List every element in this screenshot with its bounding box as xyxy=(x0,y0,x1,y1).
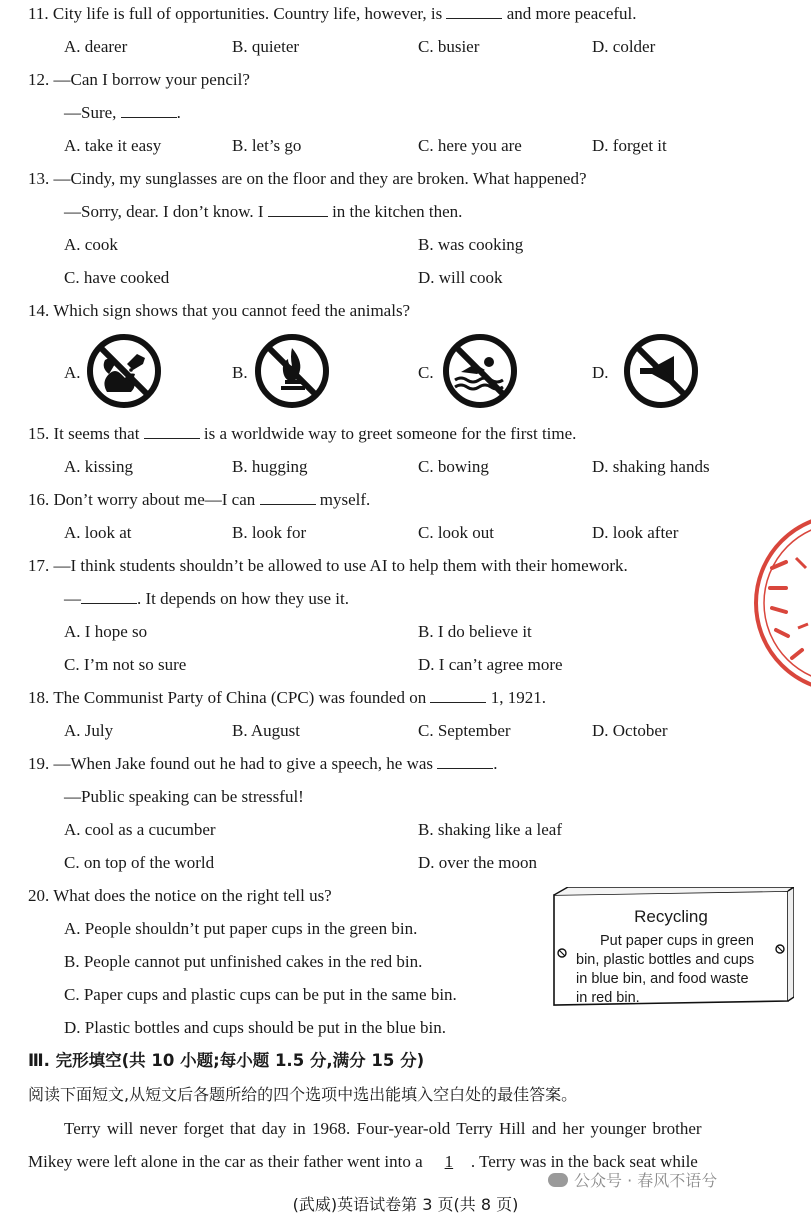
answer-blank xyxy=(260,489,316,505)
q15-option-d: D. shaking hands xyxy=(592,457,710,476)
q15-option-b: B. hugging xyxy=(232,457,308,476)
watermark xyxy=(548,1168,717,1191)
q19-option-a: A. cool as a cucumber xyxy=(64,820,216,839)
notice-body xyxy=(576,932,776,1008)
recycling-notice xyxy=(548,887,794,1011)
q15-stem-tail: is a worldwide way to greet someone for the first time. xyxy=(203,424,577,443)
q17-option-b: B. I do believe it xyxy=(418,622,532,641)
notice-line: in red bin. xyxy=(576,990,640,1006)
q13-option-a: A. cook xyxy=(64,235,118,254)
question-13-stem: 13. —Cindy, my sunglasses are on the floor and they are broken. What happened? xyxy=(28,169,587,188)
q12-option-a: A. take it easy xyxy=(64,136,162,155)
q13-option-d: D. will cook xyxy=(418,268,503,287)
question-20-stem: 20. What does the notice on the right tell us? xyxy=(28,886,332,905)
official-seal-stamp xyxy=(752,508,811,698)
q19-stem-tail: . xyxy=(493,754,498,773)
no-swimming-icon xyxy=(443,334,517,408)
notice-line: in blue bin, and food waste xyxy=(576,971,749,987)
q14-option-d: D. xyxy=(592,363,609,382)
q17-option-a: A. I hope so xyxy=(64,622,148,641)
q14-option-c: C. xyxy=(418,363,434,382)
q12-line2-text: —Sure, xyxy=(64,103,117,122)
passage-line-2-tail: . Terry was in the back seat while xyxy=(470,1152,698,1171)
q16-option-c: C. look out xyxy=(418,523,495,542)
no-feeding-animals-icon xyxy=(87,334,161,408)
q13-line2-head: —Sorry, dear. I don’t know. I xyxy=(64,202,264,221)
no-fire-icon xyxy=(255,334,329,408)
wechat-icon xyxy=(548,1173,568,1187)
q20-option-d: D. Plastic bottles and cups should be put in the blue bin. xyxy=(64,1018,446,1037)
question-17-stem: 17. —I think students shouldn’t be allowed to use AI to help them with their homework. xyxy=(28,556,628,575)
q16-option-a: A. look at xyxy=(64,523,132,542)
q13-line2 xyxy=(64,201,462,223)
q18-stem-tail: 1, 1921. xyxy=(490,688,546,707)
watermark-text: 公众号 · 春风不语兮 xyxy=(574,1171,718,1190)
answer-blank xyxy=(446,3,502,19)
q16-stem-text: 16. Don’t worry about me—I can xyxy=(28,490,256,509)
q14-option-b: B. xyxy=(232,363,248,382)
notice-title: Recycling xyxy=(634,907,708,926)
answer-blank xyxy=(81,588,137,604)
q13-option-c: C. have cooked xyxy=(64,268,170,287)
q11-option-b: B. quieter xyxy=(232,37,300,56)
answer-blank xyxy=(121,102,177,118)
question-18-stem xyxy=(28,687,546,709)
q17-line2 xyxy=(64,588,349,610)
q19-line2: —Public speaking can be stressful! xyxy=(64,787,304,806)
q11-stem-text: 11. City life is full of opportunities. Country life, however, is xyxy=(28,4,443,23)
q20-option-b: B. People cannot put unfinished cakes in the red bin. xyxy=(64,952,423,971)
question-12-stem: 12. —Can I borrow your pencil? xyxy=(28,70,250,89)
q15-option-a: A. kissing xyxy=(64,457,133,476)
q12-line2: —Sure, . xyxy=(64,103,181,122)
q19-option-d: D. over the moon xyxy=(418,853,537,872)
q18-option-a: A. July xyxy=(64,721,114,740)
question-19-stem xyxy=(28,753,498,775)
q11-option-a: A. dearer xyxy=(64,37,128,56)
notice-line: Put paper cups in green xyxy=(600,933,754,949)
q11-stem-tail: and more peaceful. xyxy=(506,4,637,23)
q18-option-c: C. September xyxy=(418,721,511,740)
q13-option-b: B. was cooking xyxy=(418,235,524,254)
cloze-blank-1: 1 xyxy=(444,1152,454,1171)
q17-option-d: D. I can’t agree more xyxy=(418,655,563,674)
q18-option-b: B. August xyxy=(232,721,301,740)
passage-line-1: Terry will never forget that day in 1968. Four-year-old Terry Hill and her younger brother xyxy=(64,1119,702,1138)
q18-option-d: D. October xyxy=(592,721,668,740)
passage-line-2-head: Mikey were left alone in the car as their father went into a xyxy=(28,1152,423,1171)
q16-stem-tail: myself. xyxy=(319,490,371,509)
q15-option-c: C. bowing xyxy=(418,457,489,476)
q17-line2-tail: . It depends on how they use it. xyxy=(137,589,349,608)
q17-line2-head: — xyxy=(64,589,81,608)
q20-option-c: C. Paper cups and plastic cups can be put in the same bin. xyxy=(64,985,457,1004)
q16-option-b: B. look for xyxy=(232,523,307,542)
q20-option-a: A. People shouldn’t put paper cups in the green bin. xyxy=(64,919,418,938)
q19-option-b: B. shaking like a leaf xyxy=(418,820,562,839)
notice-line: bin, plastic bottles and cups xyxy=(576,952,755,968)
q17-option-c: C. I’m not so sure xyxy=(64,655,187,674)
answer-blank xyxy=(144,423,200,439)
answer-blank xyxy=(430,687,486,703)
q12-option-c: C. here you are xyxy=(418,136,522,155)
answer-blank xyxy=(437,753,493,769)
q11-option-d: D. colder xyxy=(592,37,656,56)
q12-option-b: B. let’s go xyxy=(232,136,302,155)
question-11-stem xyxy=(28,3,637,25)
question-15-stem xyxy=(28,423,576,445)
no-horn-icon xyxy=(624,334,698,408)
q19-option-c: C. on top of the world xyxy=(64,853,215,872)
q14-option-a: A. xyxy=(64,363,81,382)
q16-option-d: D. look after xyxy=(592,523,679,542)
q18-stem-text: 18. The Communist Party of China (CPC) was founded on xyxy=(28,688,427,707)
q13-line2-tail: in the kitchen then. xyxy=(332,202,463,221)
section-3-instruction: 阅读下面短文,从短文后各题所给的四个选项中选出能填入空白处的最佳答案。 xyxy=(28,1085,578,1104)
answer-blank xyxy=(268,201,328,217)
q12-option-d: D. forget it xyxy=(592,136,667,155)
question-14-stem: 14. Which sign shows that you cannot feed the animals? xyxy=(28,301,411,320)
question-16-stem xyxy=(28,489,370,511)
q19-stem-text: 19. —When Jake found out he had to give a speech, he was xyxy=(28,754,434,773)
q15-stem-text: 15. It seems that xyxy=(28,424,140,443)
q11-option-c: C. busier xyxy=(418,37,480,56)
page-footer: (武威)英语试卷第 3 页(共 8 页) xyxy=(292,1195,519,1214)
section-3-heading: Ⅲ. 完形填空(共 10 小题;每小题 1.5 分,满分 15 分) xyxy=(28,1051,425,1070)
